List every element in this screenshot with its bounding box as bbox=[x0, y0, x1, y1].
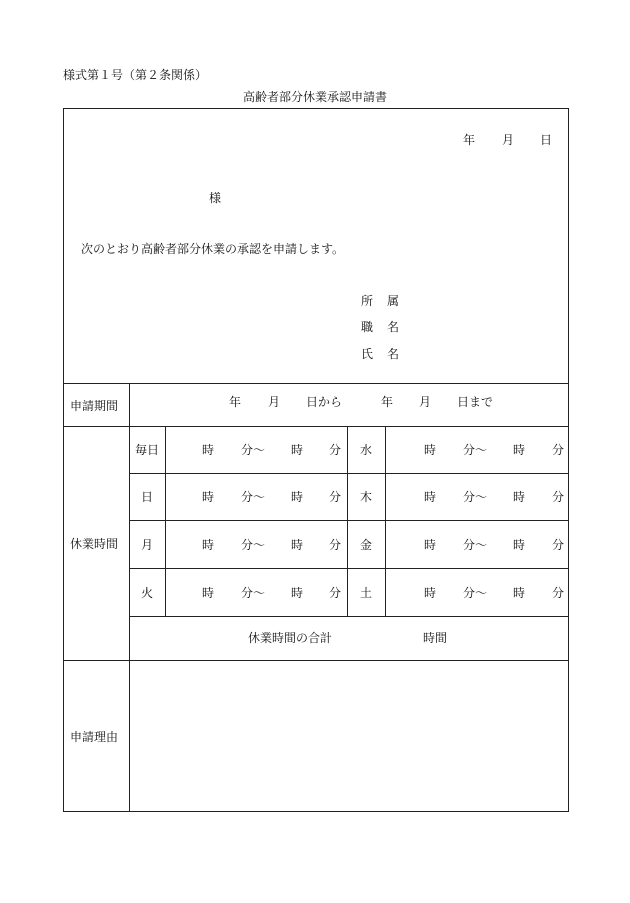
reason-label: 申請理由 bbox=[70, 730, 119, 744]
period-to-month-unit: 月 bbox=[419, 395, 432, 409]
left-day-label: 火 bbox=[141, 586, 154, 600]
rule-top-section bbox=[64, 383, 568, 384]
right-start-minute-unit: 分～ bbox=[463, 443, 488, 457]
period-from-year-unit: 年 bbox=[229, 395, 242, 409]
left-start-hour-unit: 時 bbox=[202, 490, 215, 504]
leave-hours-label: 休業時間 bbox=[70, 537, 119, 551]
right-day-label: 木 bbox=[360, 490, 373, 504]
right-day-label: 水 bbox=[360, 443, 373, 457]
right-end-hour-unit: 時 bbox=[513, 586, 526, 600]
left-day-label: 毎日 bbox=[135, 443, 160, 457]
rule-period bbox=[64, 426, 568, 427]
left-end-hour-unit: 時 bbox=[291, 443, 304, 457]
left-start-hour-unit: 時 bbox=[202, 538, 215, 552]
right-start-hour-unit: 時 bbox=[424, 490, 437, 504]
right-day-label: 土 bbox=[360, 586, 373, 600]
right-end-hour-unit: 時 bbox=[513, 443, 526, 457]
right-end-minute-unit: 分 bbox=[552, 586, 565, 600]
right-end-minute-unit: 分 bbox=[552, 538, 565, 552]
form-number: 様式第１号（第２条関係） bbox=[63, 68, 208, 82]
right-end-hour-unit: 時 bbox=[513, 490, 526, 504]
application-statement: 次のとおり高齢者部分休業の承認を申請します。 bbox=[81, 242, 345, 256]
rule-row-3 bbox=[129, 568, 568, 569]
right-end-minute-unit: 分 bbox=[552, 443, 565, 457]
form-title: 高齢者部分休業承認申請書 bbox=[242, 90, 387, 104]
left-start-hour-unit: 時 bbox=[202, 586, 215, 600]
right-start-hour-unit: 時 bbox=[424, 586, 437, 600]
position-label-1: 職 bbox=[361, 320, 374, 334]
date-month-unit: 月 bbox=[502, 133, 515, 147]
period-to-day-unit: 日まで bbox=[457, 395, 494, 409]
left-start-minute-unit: 分～ bbox=[241, 443, 266, 457]
addressee-suffix: 様 bbox=[209, 191, 222, 205]
rule-label-column bbox=[129, 383, 130, 811]
left-start-minute-unit: 分～ bbox=[241, 586, 266, 600]
left-end-minute-unit: 分 bbox=[329, 443, 342, 457]
right-start-minute-unit: 分～ bbox=[463, 586, 488, 600]
date-day-unit: 日 bbox=[540, 133, 553, 147]
right-day-label: 金 bbox=[360, 538, 373, 552]
period-from-day-unit: 日から bbox=[306, 395, 343, 409]
right-start-hour-unit: 時 bbox=[424, 443, 437, 457]
left-end-minute-unit: 分 bbox=[329, 538, 342, 552]
left-end-hour-unit: 時 bbox=[291, 490, 304, 504]
left-end-hour-unit: 時 bbox=[291, 586, 304, 600]
left-start-hour-unit: 時 bbox=[202, 443, 215, 457]
right-end-minute-unit: 分 bbox=[552, 490, 565, 504]
left-end-minute-unit: 分 bbox=[329, 586, 342, 600]
rule-left-day-column bbox=[165, 426, 166, 616]
name-label-2: 名 bbox=[387, 347, 400, 361]
affiliation-label-1: 所 bbox=[361, 294, 374, 308]
period-to-year-unit: 年 bbox=[381, 395, 394, 409]
right-start-hour-unit: 時 bbox=[424, 538, 437, 552]
application-form bbox=[63, 108, 569, 812]
name-label-1: 氏 bbox=[361, 347, 374, 361]
period-label: 申請期間 bbox=[70, 399, 119, 413]
right-start-minute-unit: 分～ bbox=[463, 490, 488, 504]
rule-hours-section bbox=[64, 660, 568, 661]
rule-row-1 bbox=[129, 473, 568, 474]
left-day-label: 日 bbox=[141, 490, 154, 504]
left-day-label: 月 bbox=[141, 538, 154, 552]
date-year-unit: 年 bbox=[463, 133, 476, 147]
left-start-minute-unit: 分～ bbox=[241, 538, 266, 552]
rule-middle-split bbox=[347, 426, 348, 616]
left-end-hour-unit: 時 bbox=[291, 538, 304, 552]
affiliation-label-2: 属 bbox=[387, 294, 400, 308]
rule-right-day-column bbox=[385, 426, 386, 616]
left-end-minute-unit: 分 bbox=[329, 490, 342, 504]
period-from-month-unit: 月 bbox=[268, 395, 281, 409]
position-label-2: 名 bbox=[387, 320, 400, 334]
rule-row-2 bbox=[129, 520, 568, 521]
left-start-minute-unit: 分～ bbox=[241, 490, 266, 504]
right-end-hour-unit: 時 bbox=[513, 538, 526, 552]
total-hours-label: 休業時間の合計 bbox=[248, 631, 333, 645]
total-hours-unit: 時間 bbox=[423, 631, 448, 645]
right-start-minute-unit: 分～ bbox=[463, 538, 488, 552]
rule-row-4 bbox=[129, 616, 568, 617]
